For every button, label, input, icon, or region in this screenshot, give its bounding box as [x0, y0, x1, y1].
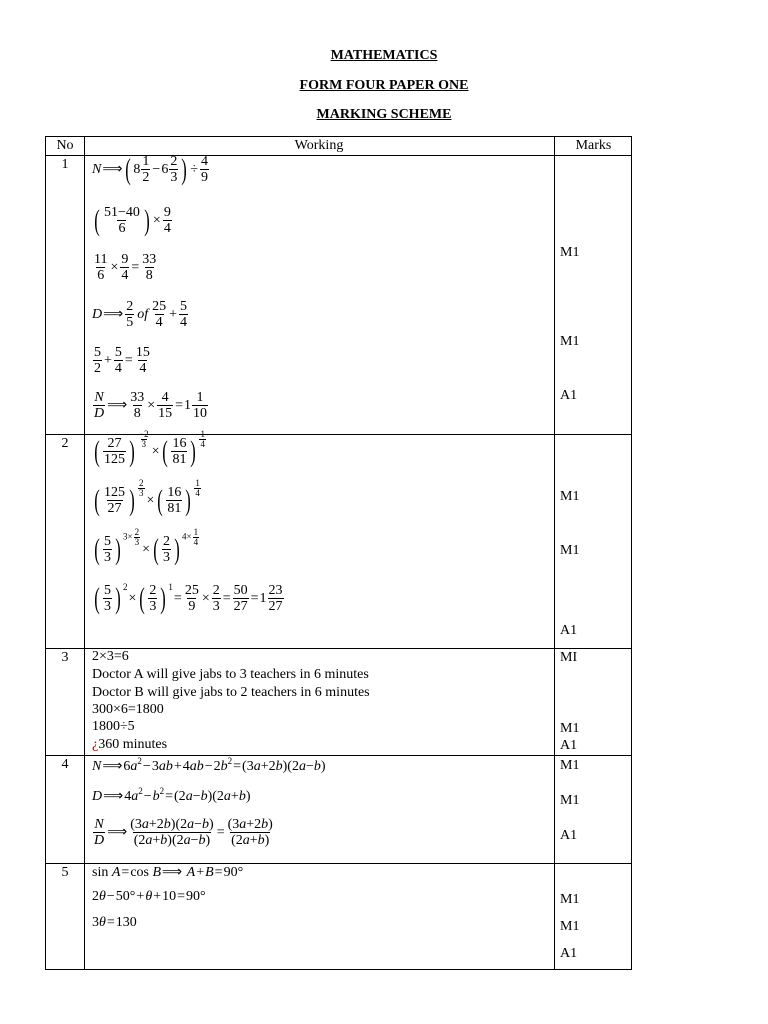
question-number: 5	[61, 865, 69, 880]
math-line: ( 51−40 6 ) × $\frac{9}{4}$	[94, 203, 171, 237]
math-line: N ⟹ ( 8 1 2 − 6 $\frac{2}{3}$ ) ÷ $\frac{4}{9}$	[92, 152, 209, 186]
math-line: ( 5 3 ) 2 × ( 2 3 ) 1 = $\frac{25}{9}$ × $\frac{2}{3}$ = $\frac{50}{27}$ = 1 $\frac{23}{27}$	[94, 581, 283, 615]
math-line: ( 5 3 ) 3× $\frac{2}{3}$ × ( 2 3 ) 4× $\frac{1}{4}$	[94, 527, 199, 566]
mark-label: A1	[560, 388, 578, 403]
mark-label: M1	[560, 543, 580, 558]
mark-label: M1	[560, 892, 580, 907]
mark-label: MI	[560, 650, 578, 665]
math-line: ( 27 125 ) $\frac{-2}{3}$ × ( 16 81 ) $\frac{1}{4}$	[94, 429, 205, 468]
row-divider	[46, 755, 631, 756]
question-number: 4	[61, 757, 69, 772]
math-line: 2 θ − 50° + θ + 10 = 90°	[92, 889, 206, 904]
mark-label: M1	[560, 245, 580, 260]
question-number: 3	[61, 650, 69, 665]
working-line: Doctor B will give jabs to 2 teachers in 6 minutes	[92, 685, 370, 700]
document-title: MATHEMATICS	[330, 48, 438, 63]
mark-label: A1	[560, 738, 578, 753]
math-line: N D ⟹ $\frac{33}{8}$ × $\frac{4}{15}$ = 1 $\frac{1}{10}$	[94, 390, 208, 421]
mark-label: A1	[560, 623, 578, 638]
column-divider	[554, 137, 555, 969]
column-divider	[84, 137, 85, 969]
document-heading: MARKING SCHEME	[316, 107, 452, 122]
working-line: 300×6=1800	[92, 702, 164, 717]
row-divider	[46, 648, 631, 649]
mark-label: M1	[560, 721, 580, 736]
math-line: 3 θ = 130	[92, 915, 137, 930]
mark-label: M1	[560, 334, 580, 349]
marking-scheme-table	[45, 136, 632, 970]
header-marks: Marks	[575, 138, 612, 153]
mark-label: A1	[560, 946, 578, 961]
header-working: Working	[294, 138, 344, 153]
mark-label: M1	[560, 489, 580, 504]
mark-label: M1	[560, 919, 580, 934]
math-line: N ⟹ 6 a 2 − 3 ab + 4 ab − 2 b 2 = (3 a +2 b )(2 a − b )	[92, 755, 326, 774]
math-line: ( 125 27 ) $\frac{2}{3}$ × ( 16 81 ) $\frac{1}{4}$	[94, 478, 200, 517]
math-line: D ⟹ 2 5 of 25 4 + $\frac{5}{4}$	[92, 299, 187, 330]
question-number: 2	[61, 436, 69, 451]
math-line: D ⟹ 4 a 2 − b 2 = (2 a − b )(2 a + b )	[92, 785, 251, 804]
math-line: 5 2 + $\frac{5}{4}$ = $\frac{15}{4}$	[94, 345, 150, 376]
math-line: N D ⟹ $\frac{(3a+2b)(2a-b)}{(2a+b)(2a-b)}$ = $\frac{(3a+2b)}{(2a+b)}$	[94, 817, 273, 848]
document-subtitle: FORM FOUR PAPER ONE	[299, 78, 469, 93]
header-no: No	[56, 138, 74, 153]
working-line: ¿360 minutes	[92, 737, 168, 752]
working-line: 1800÷5	[92, 719, 135, 734]
working-line: Doctor A will give jabs to 3 teachers in 6 minutes	[92, 667, 369, 682]
working-line: 2×3=6	[92, 649, 129, 664]
math-line: sin A = cos B ⟹ A + B = 90°	[92, 864, 244, 880]
question-number: 1	[61, 157, 69, 172]
mark-label: M1	[560, 758, 580, 773]
mark-label: A1	[560, 828, 578, 843]
math-line: $\frac{11}{6}$ × $\frac{9}{4}$ = $\frac{33}{8}$	[94, 252, 157, 283]
mark-label: M1	[560, 793, 580, 808]
